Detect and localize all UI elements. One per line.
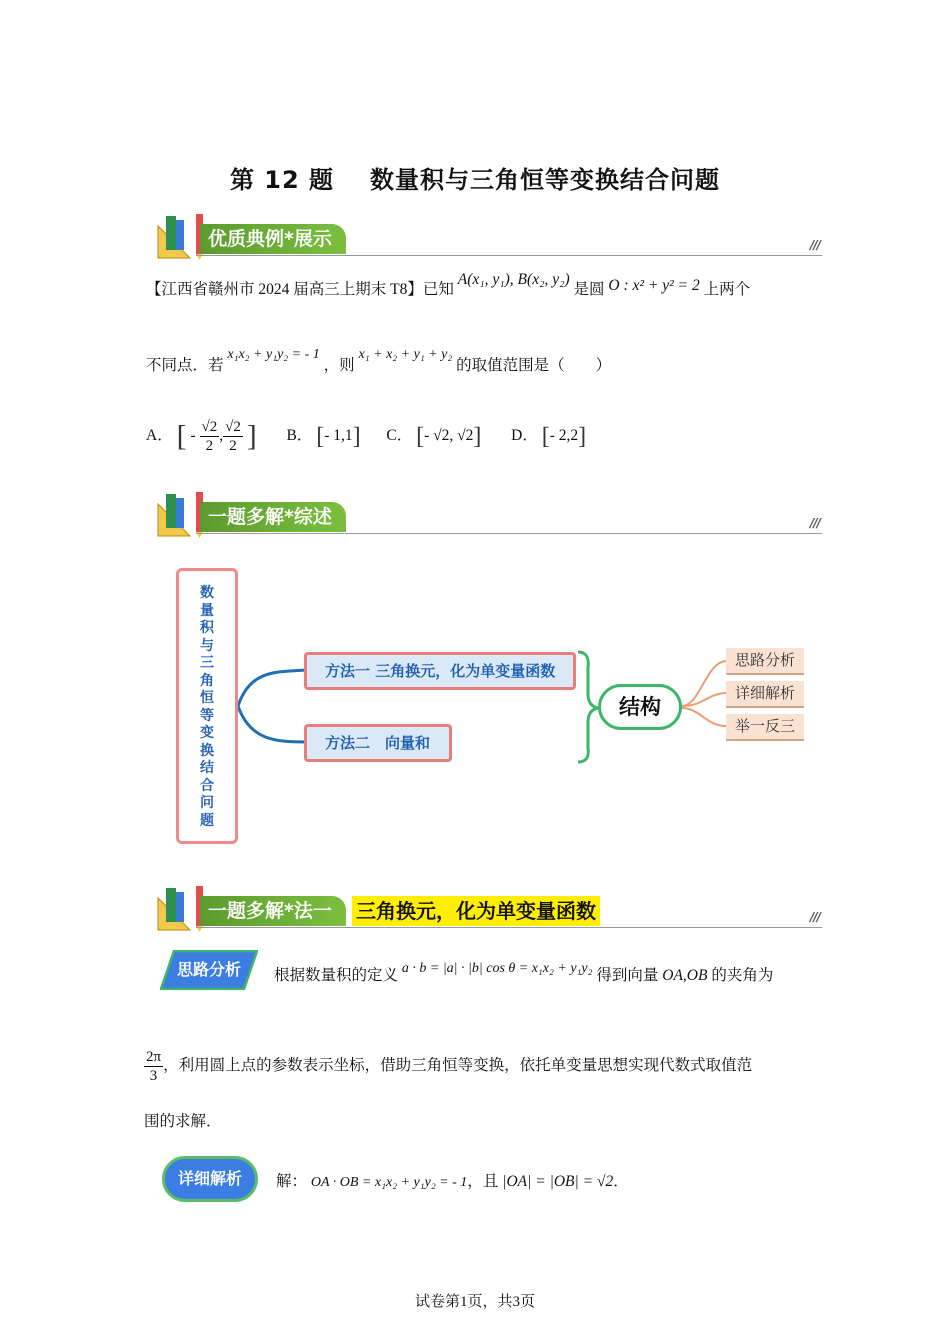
option-a-frac-1: $\frac{√2}{2}$	[201, 418, 218, 454]
answer-options: A． [ - $\frac{√2}{2}$ , $\frac{√2}{2}$ ] B． [- 1,1] C． [- √2, √2] D． [- 2,2]	[146, 418, 587, 454]
option-a-frac-2: $\frac{√2}{2}$	[225, 418, 241, 454]
condition-equation: x₁x₂ + y₁y₂ = - 1	[227, 347, 320, 362]
problem-if: 不同点．若	[146, 357, 224, 374]
solve-prefix: 解：	[276, 1173, 308, 1190]
mindmap-root	[176, 568, 238, 844]
mindmap-root-char: 与	[200, 637, 214, 654]
page-footer: 试卷第1页，共3页	[414, 1294, 535, 1310]
analysis-label: 思路分析	[176, 960, 241, 979]
analysis-line-3: 围的求解．	[144, 1113, 222, 1130]
title-text: 数量积与三角恒等变换结合问题	[370, 166, 721, 194]
analysis-text-b: 得到向量	[596, 967, 659, 984]
section-marks: ///	[809, 516, 820, 530]
option-a-comma: ,	[219, 427, 224, 444]
circle-equation: O : x² + y² = 2	[608, 277, 700, 294]
mindmap-root-char: 合	[200, 777, 214, 794]
option-b-value: - 1,1	[324, 427, 353, 444]
mindmap-root-char: 结	[200, 760, 214, 776]
detail-and: ，且	[467, 1173, 499, 1190]
mindmap-root-char: 角	[200, 672, 214, 689]
option-c-label: C．	[386, 427, 413, 444]
mindmap-root-char: 数	[200, 585, 214, 601]
mindmap-root-char: 积	[200, 620, 214, 636]
mindmap-root-char: 换	[200, 742, 214, 759]
section-tag: 一题多解*法一	[200, 896, 346, 926]
section-banner-method-one	[156, 884, 822, 934]
option-b-label: B．	[286, 427, 313, 444]
dot-product-definition: a · b = |a| · |b| cos θ = x₁x₂ + y₁y₂	[401, 961, 593, 976]
section-tag: 一题多解*综述	[200, 502, 346, 532]
method-two-node: 方法二 向量和	[304, 724, 452, 762]
section-rule	[196, 927, 822, 928]
option-d-value: - 2,2	[549, 427, 579, 444]
target-expression: x₁ + x₂ + y₁ + y₂	[358, 347, 453, 362]
dot-product-equation: OA · OB = x₁x₂ + y₁y₂ = - 1	[310, 1175, 468, 1190]
mindmap-root-char: 问	[200, 795, 214, 811]
problem-source: 【江西省赣州市 2024 届高三上期末 T8】已知	[146, 281, 454, 298]
mindmap-root-char: 三	[200, 655, 214, 671]
mindmap-root-char: 变	[200, 725, 214, 741]
section-tag: 优质典例*展示	[200, 224, 346, 254]
section-highlight: 三角换元，化为单变量函数	[352, 896, 600, 926]
title-number: 第 12 题	[229, 166, 335, 194]
detail-end: ．	[613, 1173, 629, 1190]
option-a-label: A．	[146, 427, 173, 444]
mindmap-root-char: 题	[200, 812, 214, 829]
section-marks: ///	[809, 910, 820, 924]
points-ab: A(x₁, y₁), B(x₂, y₂)	[457, 271, 570, 288]
option-a-minus: -	[190, 427, 196, 444]
leaf-practice: 举一反三	[726, 714, 804, 741]
problem-ask: 的取值范围是（ ）	[456, 357, 612, 374]
detail-label: 详细解析	[162, 1156, 258, 1202]
analysis-text-a: 根据数量积的定义	[274, 967, 399, 984]
mindmap-root-text	[179, 585, 235, 830]
problem-two-points: 上两个	[703, 281, 751, 298]
leaf-detail: 详细解析	[726, 681, 804, 708]
analysis-line-1	[274, 961, 774, 987]
mindmap-root-char: 量	[200, 602, 214, 619]
leaf-analysis: 思路分析	[726, 648, 804, 675]
analysis-line-2	[144, 1048, 752, 1085]
vector-names: OA,OB	[662, 967, 708, 984]
magnitude-equation: |OA| = |OB| = √2	[502, 1173, 614, 1190]
mindmap-root-char: 恒	[200, 690, 214, 706]
analysis-text-c: 的夹角为	[711, 967, 774, 984]
problem-then: ，则	[323, 357, 355, 374]
detail-line-1	[276, 1172, 629, 1193]
option-d-label: D．	[511, 427, 538, 444]
structure-node: 结构	[598, 684, 682, 730]
problem-is-circle: 是圆	[573, 281, 605, 298]
analysis-text-d: ，利用圆上点的参数表示坐标，借助三角恒等变换，依托单变量思想实现代数式取值范	[163, 1057, 753, 1075]
mindmap-root-char: 等	[200, 707, 214, 724]
option-c-value: - √2, √2	[424, 427, 474, 444]
angle-fraction: $\frac{2\pi}{3}$	[146, 1049, 162, 1084]
ruler-pencil-icon	[156, 884, 206, 932]
method-one-node: 方法一 三角换元，化为单变量函数	[304, 652, 576, 690]
section-marks: ///	[809, 238, 820, 252]
